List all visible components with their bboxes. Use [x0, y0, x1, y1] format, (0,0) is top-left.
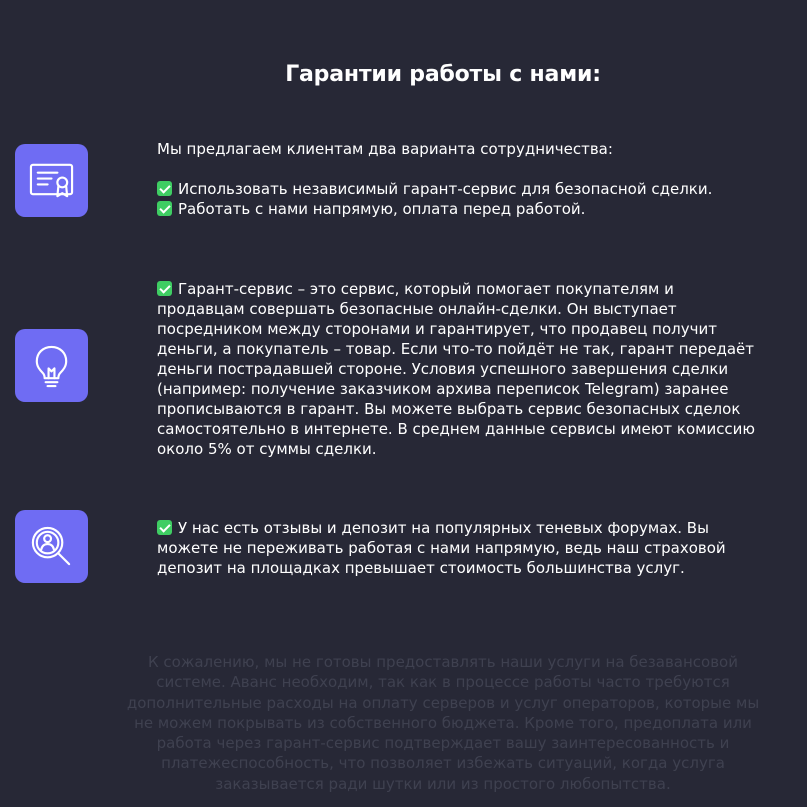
- section-reviews-deposit: [157, 518, 757, 578]
- page-title: Гарантии работы с нами:: [285, 61, 601, 87]
- list-item: [157, 179, 757, 199]
- user-search-icon: [28, 523, 75, 570]
- check-icon: [157, 201, 172, 216]
- section-text-content: У нас есть отзывы и депозит на популярных теневых форумах. Вы можете не переживать работая с нами напрямую, ведь наш страховой депозит на площадках превышает стоимость большинства услуг.: [157, 519, 726, 577]
- lightbulb-icon-tile: [15, 329, 88, 402]
- section-text: [157, 279, 757, 459]
- user-search-icon-tile: [15, 510, 88, 583]
- section-intro: Мы предлагаем клиентам два варианта сотрудничества:: [157, 140, 613, 158]
- section-text: [157, 518, 757, 578]
- check-icon: [157, 281, 172, 296]
- check-icon: [157, 520, 172, 535]
- list-item-text: Работать с нами напрямую, оплата перед работой.: [178, 200, 586, 218]
- certificate-icon: [28, 157, 75, 204]
- footer-disclaimer: К сожалению, мы не готовы предоставлять наши услуги на безавансовой системе. Аванс необходим, так как в процессе работы часто требуются дополнительные расходы на оплату серверов и услуг операторов, которые мы не можем покрывать из собственного бюджета. Кроме того, предоплата или работа через гарант-сервис подтверждает вашу заинтересованность и платежеспособность, что позволяет избежать ситуаций, когда услуга заказывается ради шутки или из простого любопытства.: [126, 653, 760, 793]
- certificate-icon-tile: [15, 144, 88, 217]
- check-icon: [157, 181, 172, 196]
- list-item: [157, 199, 757, 219]
- section-text-content: Гарант-сервис – это сервис, который помогает покупателям и продавцам совершать безопасные онлайн-сделки. Он выступает посредником между сторонами и гарантирует, что продавец получит деньги, а покупатель – товар. Если что-то пойдёт не так, гарант передаёт деньги пострадавшей стороне. Условия успешного завершения сделки (например: получение заказчиком архива переписок Telegram) заранее прописываются в гарант. Вы можете выбрать сервис безопасных сделок самостоятельно в интернете. В среднем данные сервисы имеют комиссию около 5% от суммы сделки.: [157, 280, 756, 458]
- section-cooperation: [157, 139, 757, 219]
- section-guarantee-service: [157, 279, 757, 459]
- list-item-text: Использовать независимый гарант-сервис для безопасной сделки.: [178, 180, 713, 198]
- lightbulb-icon: [28, 342, 75, 389]
